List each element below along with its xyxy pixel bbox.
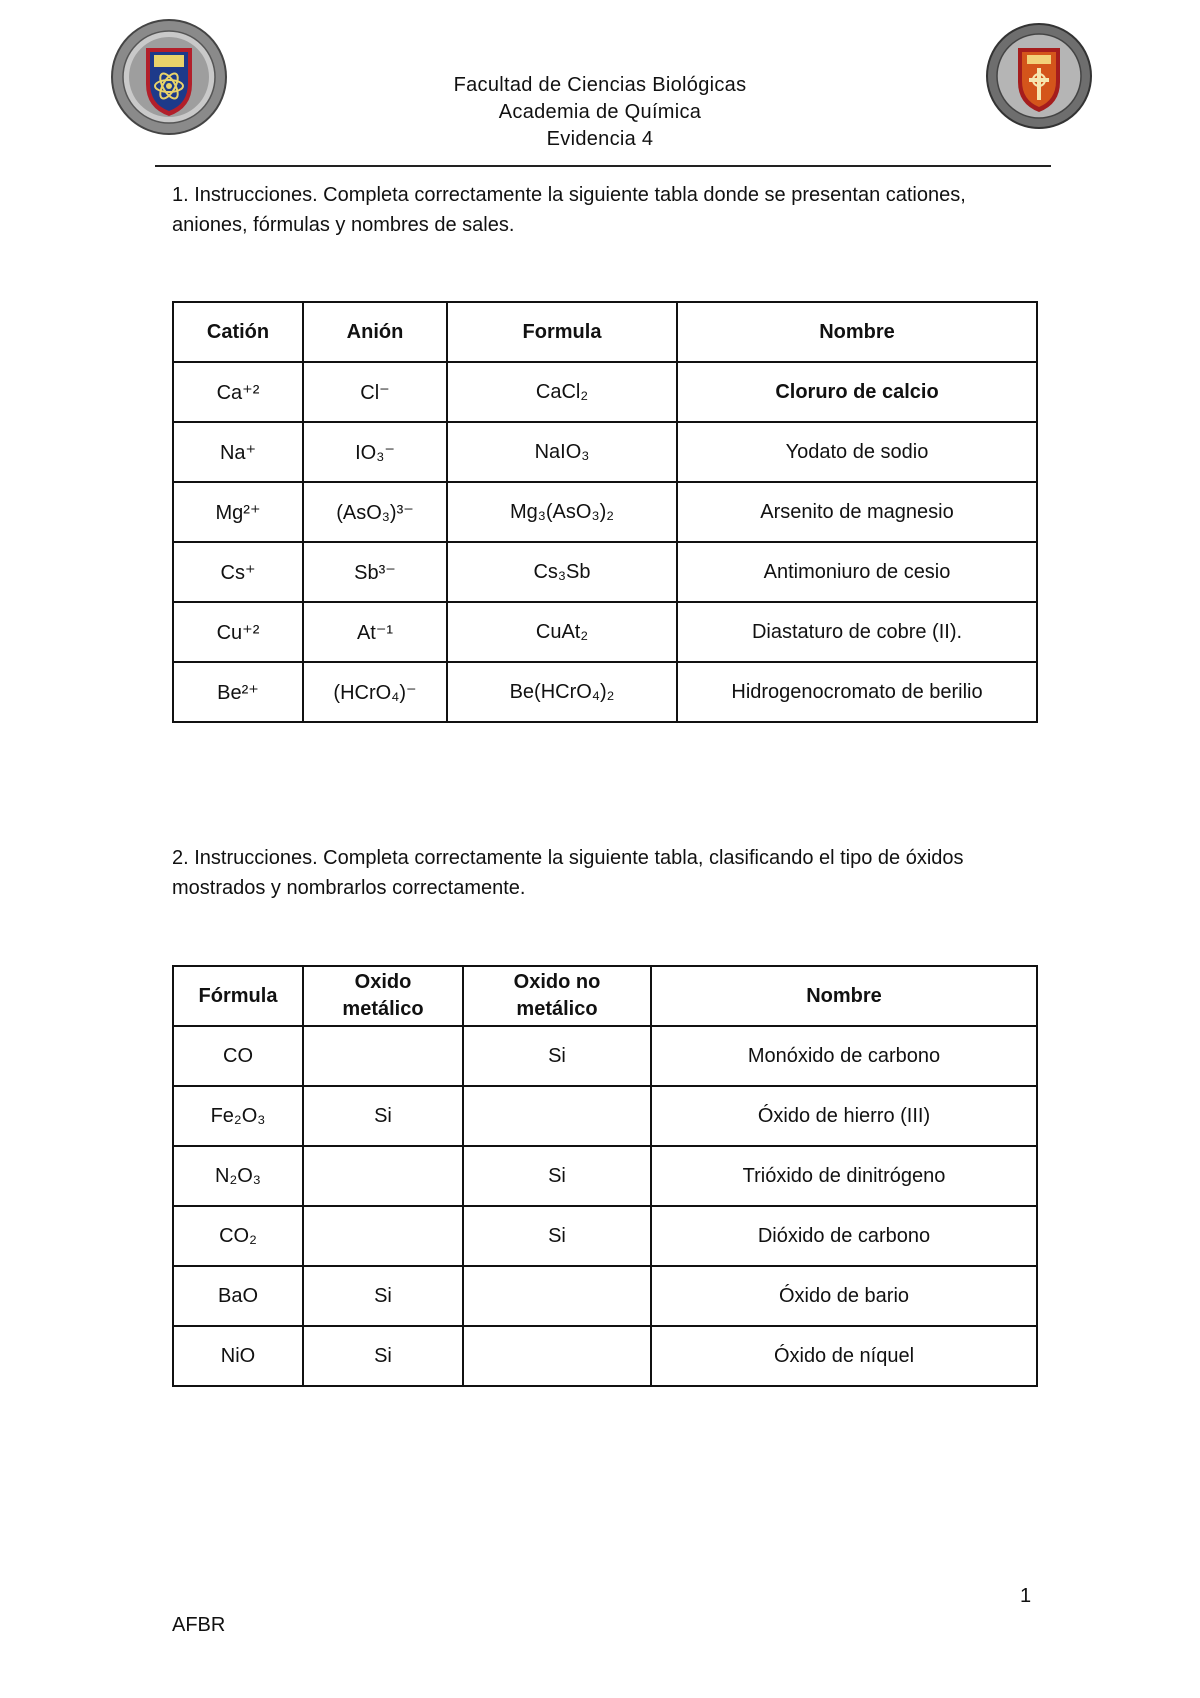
cation-cell: Be²⁺ xyxy=(173,662,303,722)
table-header-row xyxy=(173,302,1037,362)
cation-cell: Cu⁺² xyxy=(173,602,303,662)
salts-table xyxy=(172,301,1038,723)
formula-cell: NaIO₃ xyxy=(447,422,677,482)
formula-cell: N₂O₃ xyxy=(173,1146,303,1206)
name-cell: Antimoniuro de cesio xyxy=(677,542,1037,602)
table-row xyxy=(173,1206,1037,1266)
name-cell: Yodato de sodio xyxy=(677,422,1037,482)
name-cell: Óxido de níquel xyxy=(651,1326,1037,1386)
table-row xyxy=(173,482,1037,542)
column-header-nonmetallic-line2: metálico xyxy=(516,998,598,1020)
formula-cell: CO xyxy=(173,1026,303,1086)
section1-instructions: 1. Instrucciones. Completa correctamente la siguiente tabla donde se presentan cationes, aniones, fórmulas y nombres de sales. xyxy=(172,184,966,236)
formula-cell: Mg₃(AsO₃)₂ xyxy=(447,482,677,542)
column-header-metallic xyxy=(303,966,463,1026)
metallic-cell xyxy=(303,1026,463,1086)
anion-cell: Sb³⁻ xyxy=(303,542,447,602)
table-row xyxy=(173,422,1037,482)
nonmetallic-cell xyxy=(463,1326,651,1386)
name-cell: Dióxido de carbono xyxy=(651,1206,1037,1266)
metallic-cell xyxy=(303,1206,463,1266)
metallic-cell: Si xyxy=(303,1086,463,1146)
column-header-nonmetallic xyxy=(463,966,651,1026)
anion-cell: IO₃⁻ xyxy=(303,422,447,482)
name-cell: Diastaturo de cobre (II). xyxy=(677,602,1037,662)
column-header-name: Nombre xyxy=(651,966,1037,1026)
formula-cell: CuAt₂ xyxy=(447,602,677,662)
column-header-formula: Fórmula xyxy=(173,966,303,1026)
header-divider xyxy=(155,165,1051,167)
document-header xyxy=(300,72,900,153)
faculty-name: Facultad de Ciencias Biológicas xyxy=(453,74,747,96)
formula-cell: NiO xyxy=(173,1326,303,1386)
assignment-title: Evidencia 4 xyxy=(546,128,654,150)
nonmetallic-cell: Si xyxy=(463,1206,651,1266)
name-cell: Cloruro de calcio xyxy=(677,362,1037,422)
author-initials: AFBR xyxy=(172,1614,226,1636)
anion-cell: (HCrO₄)⁻ xyxy=(303,662,447,722)
nonmetallic-cell: Si xyxy=(463,1146,651,1206)
formula-cell: BaO xyxy=(173,1266,303,1326)
formula-cell: CO₂ xyxy=(173,1206,303,1266)
anion-cell: (AsO₃)³⁻ xyxy=(303,482,447,542)
table-row xyxy=(173,1026,1037,1086)
name-cell: Arsenito de magnesio xyxy=(677,482,1037,542)
nonmetallic-cell: Si xyxy=(463,1026,651,1086)
cation-cell: Na⁺ xyxy=(173,422,303,482)
table-row xyxy=(173,602,1037,662)
anion-cell: Cl⁻ xyxy=(303,362,447,422)
table-row xyxy=(173,1086,1037,1146)
formula-cell: Fe₂O₃ xyxy=(173,1086,303,1146)
nonmetallic-cell xyxy=(463,1086,651,1146)
column-header-formula: Formula xyxy=(447,302,677,362)
cation-cell: Cs⁺ xyxy=(173,542,303,602)
table-row xyxy=(173,662,1037,722)
table-row xyxy=(173,362,1037,422)
section2-instructions: 2. Instrucciones. Completa correctamente la siguiente tabla, clasificando el tipo de óxidos mostrados y nombrarlos correctamente. xyxy=(172,847,964,899)
table-row xyxy=(173,1146,1037,1206)
page-number: 1 xyxy=(1020,1585,1032,1607)
column-header-anion: Anión xyxy=(303,302,447,362)
column-header-name: Nombre xyxy=(677,302,1037,362)
metallic-cell: Si xyxy=(303,1326,463,1386)
column-header-cation: Catión xyxy=(173,302,303,362)
cation-cell: Mg²⁺ xyxy=(173,482,303,542)
anion-cell: At⁻¹ xyxy=(303,602,447,662)
table-row xyxy=(173,542,1037,602)
formula-cell: Cs₃Sb xyxy=(447,542,677,602)
nonmetallic-cell xyxy=(463,1266,651,1326)
metallic-cell xyxy=(303,1146,463,1206)
formula-cell: CaCl₂ xyxy=(447,362,677,422)
column-header-metallic-line2: metálico xyxy=(342,998,424,1020)
table-row xyxy=(173,1266,1037,1326)
academy-name: Academia de Química xyxy=(498,101,702,123)
name-cell: Hidrogenocromato de berilio xyxy=(677,662,1037,722)
faculty-seal-logo xyxy=(985,22,1093,130)
oxides-table xyxy=(172,965,1038,1387)
table-row xyxy=(173,1326,1037,1386)
column-header-nonmetallic-line1: Oxido no xyxy=(513,971,601,993)
metallic-cell: Si xyxy=(303,1266,463,1326)
column-header-metallic-line1: Oxido xyxy=(354,971,412,993)
table-header-row xyxy=(173,966,1037,1026)
name-cell: Monóxido de carbono xyxy=(651,1026,1037,1086)
university-seal-logo xyxy=(110,18,228,136)
cation-cell: Ca⁺² xyxy=(173,362,303,422)
name-cell: Óxido de hierro (III) xyxy=(651,1086,1037,1146)
name-cell: Trióxido de dinitrógeno xyxy=(651,1146,1037,1206)
name-cell: Óxido de bario xyxy=(651,1266,1037,1326)
formula-cell: Be(HCrO₄)₂ xyxy=(447,662,677,722)
